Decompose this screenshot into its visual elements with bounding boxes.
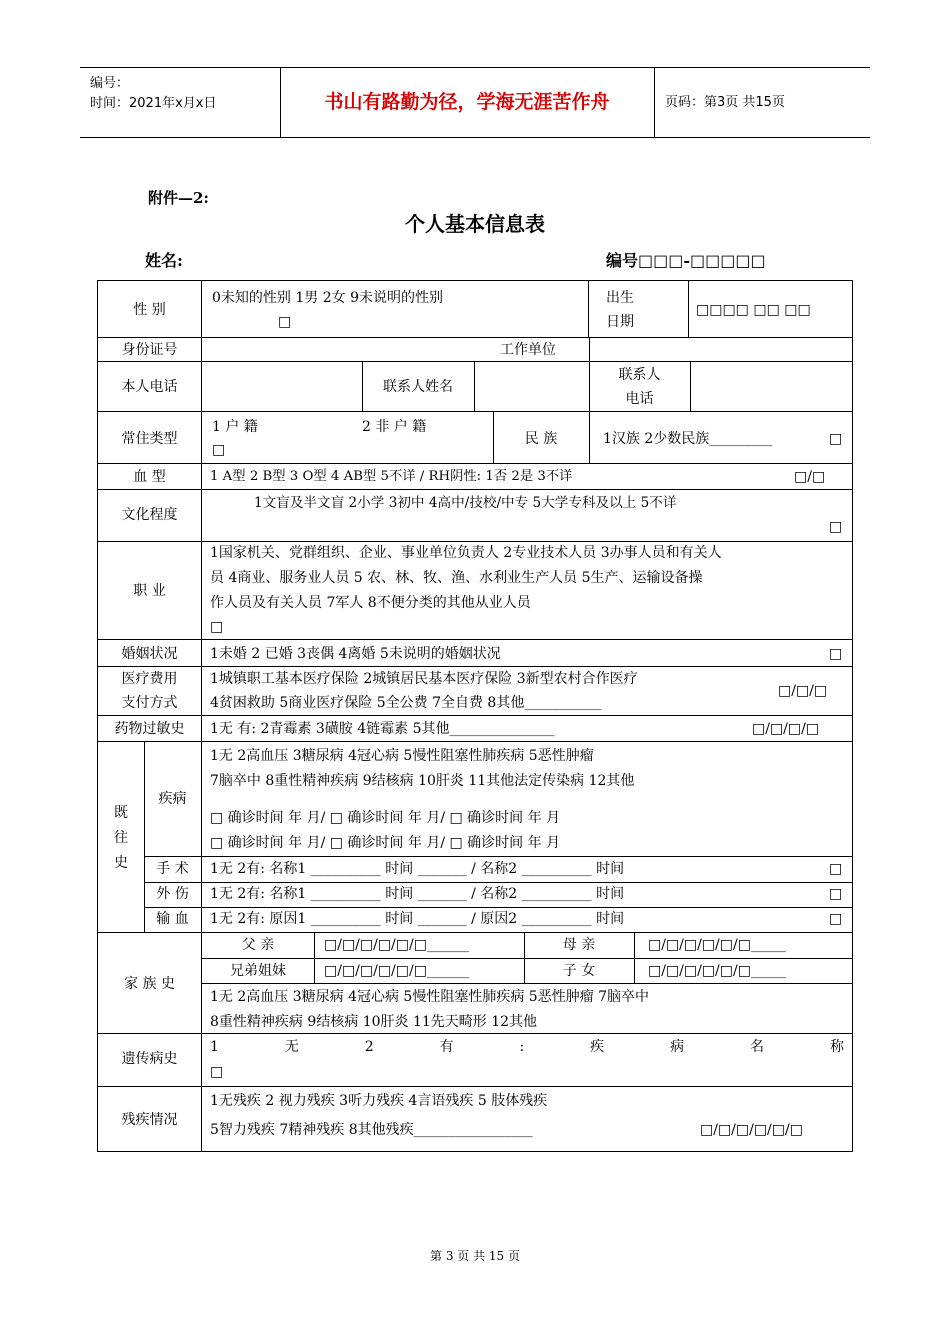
work-unit-label: 工作单位 [500,342,556,358]
page-header [80,67,870,138]
blood-checkbox[interactable]: □/□ [794,469,826,485]
page-title: 个人基本信息表 [405,212,545,236]
residence-label: 常住类型 [121,431,178,447]
history-label-1: 既 [114,805,128,821]
trauma-checkbox[interactable]: □ [829,886,843,902]
allergy-label: 药物过敏史 [114,721,185,737]
allergy-options: 1无 有: 2青霉素 3磺胺 4链霉素 5其他_______________ [210,721,555,737]
phone-label: 本人电话 [121,379,178,395]
blood-label: 血 型 [133,469,166,485]
birth-date-boxes[interactable]: □□□□ □□ □□ [696,302,811,318]
ethnic-options: 1汉族 2少数民族_________ [603,431,773,447]
header-page-label: 页码：第3页 共15页 [665,95,785,110]
genetic-checkbox[interactable]: □ [210,1064,224,1080]
disability-checkbox[interactable]: □/□/□/□/□/□ [700,1122,803,1138]
surgery-text: 1无 2有: 名称1 __________ 时间 _______ / 名称2 __________ 时间 [210,861,625,877]
header-date-label: 时间：2021年x月x日 [90,96,217,111]
genetic-label: 遗传病史 [121,1051,178,1067]
marriage-options: 1未婚 2 已婚 3丧偶 4离婚 5未说明的婚姻状况 [210,646,501,662]
header-meta [80,68,281,137]
gender-options: 0未知的性别 1男 2女 9未说明的性别 [212,290,443,306]
blood-options: 1 A型 2 B型 3 O型 4 AB型 5不详 / RH阴性: 1否 2是 3不详 [210,469,573,484]
disease-line-1: 1无 2高血压 3糖尿病 4冠心病 5慢性阻塞性肺疾病 5恶性肿瘤 [210,748,594,764]
disease-diagnosis-line-2[interactable]: □ 确诊时间 年 月/ □ 确诊时间 年 月/ □ 确诊时间 年 月 [210,835,561,851]
contact-name-label: 联系人姓名 [383,379,453,395]
contact-phone-label-2: 电话 [625,391,654,407]
education-checkbox[interactable]: □ [829,519,843,535]
mother-label: 母 亲 [562,937,596,953]
ethnic-checkbox[interactable]: □ [829,431,843,447]
family-line-1: 1无 2高血压 3糖尿病 4冠心病 5慢性阻塞性肺疾病 5恶性肿瘤 7脑卒中 [210,989,650,1005]
child-boxes[interactable]: □/□/□/□/□/□_____ [648,963,786,979]
transfusion-text: 1无 2有: 原因1 __________ 时间 _______ / 原因2 __________ 时间 [210,911,625,927]
father-label: 父 亲 [241,937,275,953]
sibling-boxes[interactable]: □/□/□/□/□/□______ [324,963,469,979]
father-boxes[interactable]: □/□/□/□/□/□______ [324,937,469,953]
basic-info-form [97,280,853,1152]
genetic-options: 1 无 2 有 : 疾 病 名 称 [210,1039,844,1055]
annex-label: 附件—2: [148,189,209,207]
ethnic-label: 民 族 [524,431,558,447]
payment-line-1: 1城镇职工基本医疗保险 2城镇居民基本医疗保险 3新型农村合作医疗 [210,671,638,687]
gender-label: 性 别 [133,302,166,318]
occupation-label: 职 业 [133,583,166,599]
disability-line-2: 5智力残疾 7精神残疾 8其他残疾_________________ [210,1122,533,1138]
residence-checkbox[interactable]: □ [212,442,226,458]
mother-boxes[interactable]: □/□/□/□/□/□_____ [648,937,786,953]
history-label-3: 史 [114,855,128,871]
payment-line-2: 4贫困救助 5商业医疗保险 5全公费 7全自费 8其他___________ [210,695,602,711]
gender-checkbox[interactable]: □ [278,314,292,330]
transfusion-label: 输 血 [156,911,189,927]
page-footer: 第 3 页 共 15 页 [430,1249,520,1263]
family-line-2: 8重性精神疾病 9结核病 10肝炎 11先天畸形 12其他 [210,1014,538,1030]
disease-diagnosis-line-1[interactable]: □ 确诊时间 年 月/ □ 确诊时间 年 月/ □ 确诊时间 年 月 [210,810,561,826]
occupation-checkbox[interactable]: □ [210,619,224,635]
occupation-line-1: 1国家机关、党群组织、企业、事业单位负责人 2专业技术人员 3办事人员和有关人 [210,545,722,561]
trauma-label: 外 伤 [156,886,189,902]
child-label: 子 女 [562,963,596,979]
payment-checkbox[interactable]: □/□/□ [778,683,828,699]
sibling-label: 兄弟姐妹 [230,963,286,979]
occupation-line-2: 员 4商业、服务业人员 5 农、林、牧、渔、水利业生产人员 5生产、运输设备操 [210,570,703,586]
education-options: 1文盲及半文盲 2小学 3初中 4高中/技校/中专 5大学专科及以上 5不详 [254,495,677,511]
transfusion-checkbox[interactable]: □ [829,911,843,927]
payment-label-1: 医疗费用 [121,671,178,687]
disability-line-1: 1无残疾 2 视力残疾 3听力残疾 4言语残疾 5 肢体残疾 [210,1093,548,1109]
history-label-2: 往 [114,830,128,846]
trauma-text: 1无 2有: 名称1 __________ 时间 _______ / 名称2 __________ 时间 [210,886,625,902]
code-label: 编号□□□-□□□□□ [606,251,766,270]
header-motto: 书山有路勤为径，学海无涯苦作舟 [280,68,655,137]
contact-phone-label-1: 联系人 [618,367,661,383]
surgery-label: 手 术 [156,861,189,877]
family-history-label: 家 族 史 [124,976,175,992]
disease-line-2: 7脑卒中 8重性精神疾病 9结核病 10肝炎 11其他法定传染病 12其他 [210,773,635,789]
allergy-checkbox[interactable]: □/□/□/□ [752,721,820,737]
payment-label-2: 支付方式 [121,695,178,711]
birth-label-1: 出生 [606,290,634,306]
education-label: 文化程度 [121,507,178,523]
id-label: 身份证号 [121,342,178,358]
surgery-checkbox[interactable]: □ [829,861,843,877]
header-number-label: 编号： [90,76,130,91]
disability-label: 残疾情况 [121,1112,178,1128]
name-label: 姓名: [145,251,183,270]
marriage-label: 婚姻状况 [121,646,178,662]
marriage-checkbox[interactable]: □ [829,646,843,662]
birth-label-2: 日期 [606,314,634,330]
residence-option-2: 2 非 户 籍 [362,419,427,435]
occupation-line-3: 作人员及有关人员 7军人 8不便分类的其他从业人员 [210,595,531,611]
residence-option-1: 1 户 籍 [212,419,258,435]
disease-label: 疾病 [158,791,187,807]
